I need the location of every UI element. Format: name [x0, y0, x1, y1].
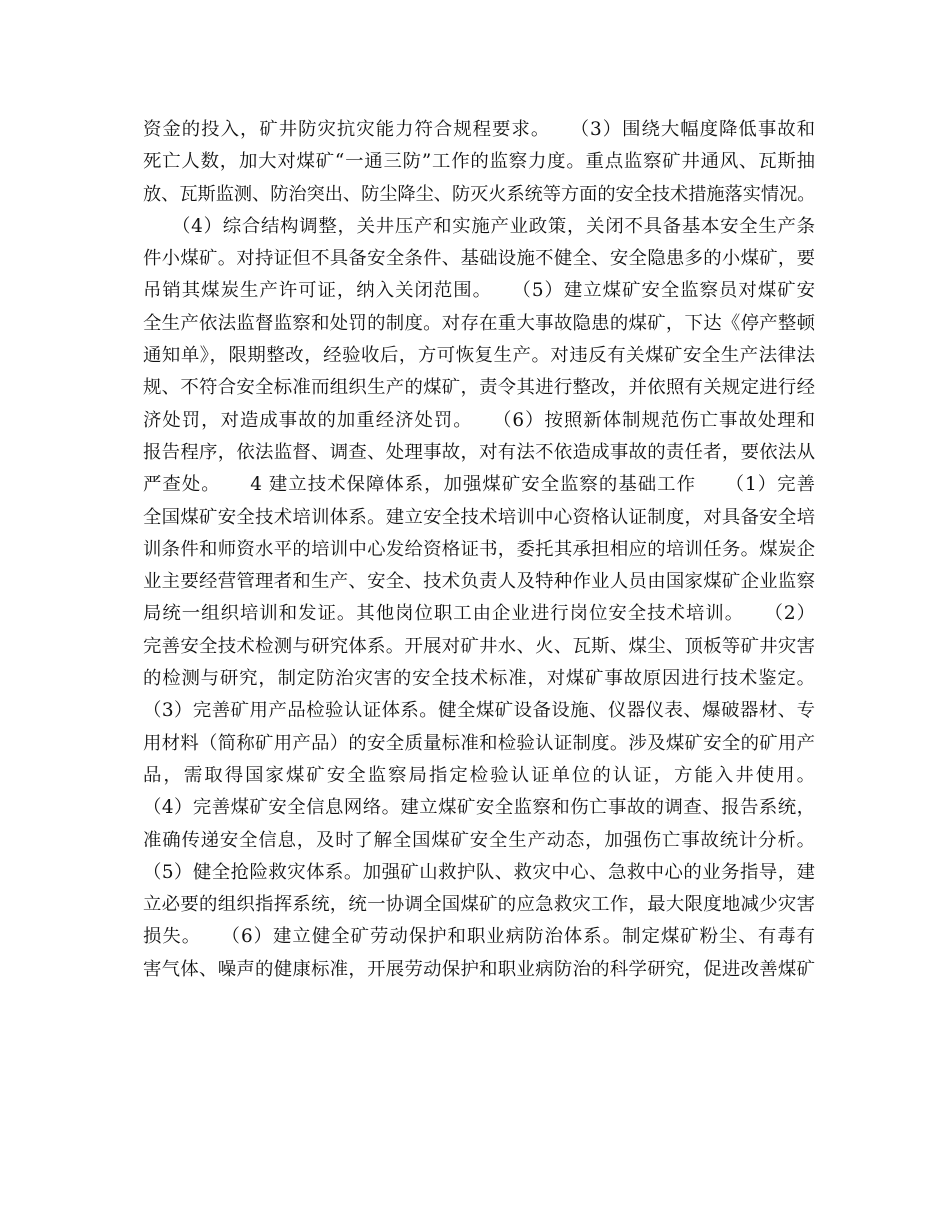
text-line-21: 品，需取得国家煤矿安全监察局指定检验认证单位的认证，方能入井使用。 [143, 764, 815, 786]
text-line-6: 吊销其煤炭生产许可证，纳入关闭范围。 （5）建立煤矿安全监察员对煤矿安 [143, 280, 815, 302]
text-line-16: 局统一组织培训和发证。其他岗位职工由企业进行岗位安全技术培训。 （2） [143, 603, 815, 625]
text-line-18: 的检测与研究，制定防治灾害的安全技术标准，对煤矿事故原因进行技术鉴定。 [143, 668, 815, 690]
text-line-2: 死亡人数，加大对煤矿“一通三防”工作的监察力度。重点监察矿井通风、瓦斯抽 [143, 151, 815, 173]
text-line-26: 损失。 （6）建立健全矿劳动保护和职业病防治体系。制定煤矿粉尘、有毒有 [143, 926, 815, 948]
text-line-12: 严查处。 4 建立技术保障体系，加强煤矿安全监察的基础工作 （1）完善 [143, 474, 815, 496]
text-line-25: 立必要的组织指挥系统，统一协调全国煤矿的应急救灾工作，最大限度地减少灾害 [143, 894, 815, 916]
text-line-27: 害气体、噪声的健康标准，开展劳动保护和职业病防治的科学研究，促进改善煤矿 [143, 958, 815, 980]
text-line-10: 济处罚，对造成事故的加重经济处罚。 （6）按照新体制规范伤亡事故处理和 [143, 409, 815, 431]
text-line-1: 资金的投入，矿井防灾抗灾能力符合规程要求。 （3）围绕大幅度降低事故和 [143, 119, 815, 140]
text-line-24: （5）健全抢险救灾体系。加强矿山救护队、救灾中心、急救中心的业务指导，建 [143, 861, 815, 883]
text-line-22: （4）完善煤矿安全信息网络。建立煤矿安全监察和伤亡事故的调查、报告系统， [143, 797, 815, 819]
text-line-17: 完善安全技术检测与研究体系。开展对矿井水、火、瓦斯、煤尘、顶板等矿井灾害 [143, 635, 815, 657]
text-line-11: 报告程序，依法监督、调查、处理事故，对有法不依造成事故的责任者，要依法从 [143, 441, 815, 463]
body-text [143, 114, 815, 986]
text-line-3: 放、瓦斯监测、防治突出、防尘降尘、防灭火系统等方面的安全技术措施落实情况。 [143, 183, 816, 205]
text-line-8: 通知单》，限期整改，经验收后，方可恢复生产。对违反有关煤矿安全生产法律法 [143, 345, 815, 367]
text-line-20: 用材料（简称矿用产品）的安全质量标准和检验认证制度。涉及煤矿安全的矿用产 [143, 732, 815, 754]
text-line-7: 全生产依法监督监察和处罚的制度。对存在重大事故隐患的煤矿，下达《停产整顿 [143, 312, 815, 334]
text-line-19: （3）完善矿用产品检验认证体系。健全煤矿设备设施、仪器仪表、爆破器材、专 [143, 700, 815, 722]
text-line-15: 业主要经营管理者和生产、安全、技术负责人及特种作业人员由国家煤矿企业监察 [143, 571, 815, 593]
text-line-4: （4）综合结构调整，关井压产和实施产业政策，关闭不具备基本安全生产条 [143, 215, 815, 237]
text-line-14: 训条件和师资水平的培训中心发给资格证书，委托其承担相应的培训任务。煤炭企 [143, 538, 815, 560]
text-line-23: 准确传递安全信息，及时了解全国煤矿安全生产动态，加强伤亡事故统计分析。 [143, 829, 815, 851]
text-line-9: 规、不符合安全标准而组织生产的煤矿，责令其进行整改，并依照有关规定进行经 [143, 377, 815, 399]
text-line-5: 件小煤矿。对持证但不具备安全条件、基础设施不健全、安全隐患多的小煤矿，要 [143, 248, 815, 270]
text-line-13: 全国煤矿安全技术培训体系。建立安全技术培训中心资格认证制度，对具备安全培 [143, 506, 815, 528]
